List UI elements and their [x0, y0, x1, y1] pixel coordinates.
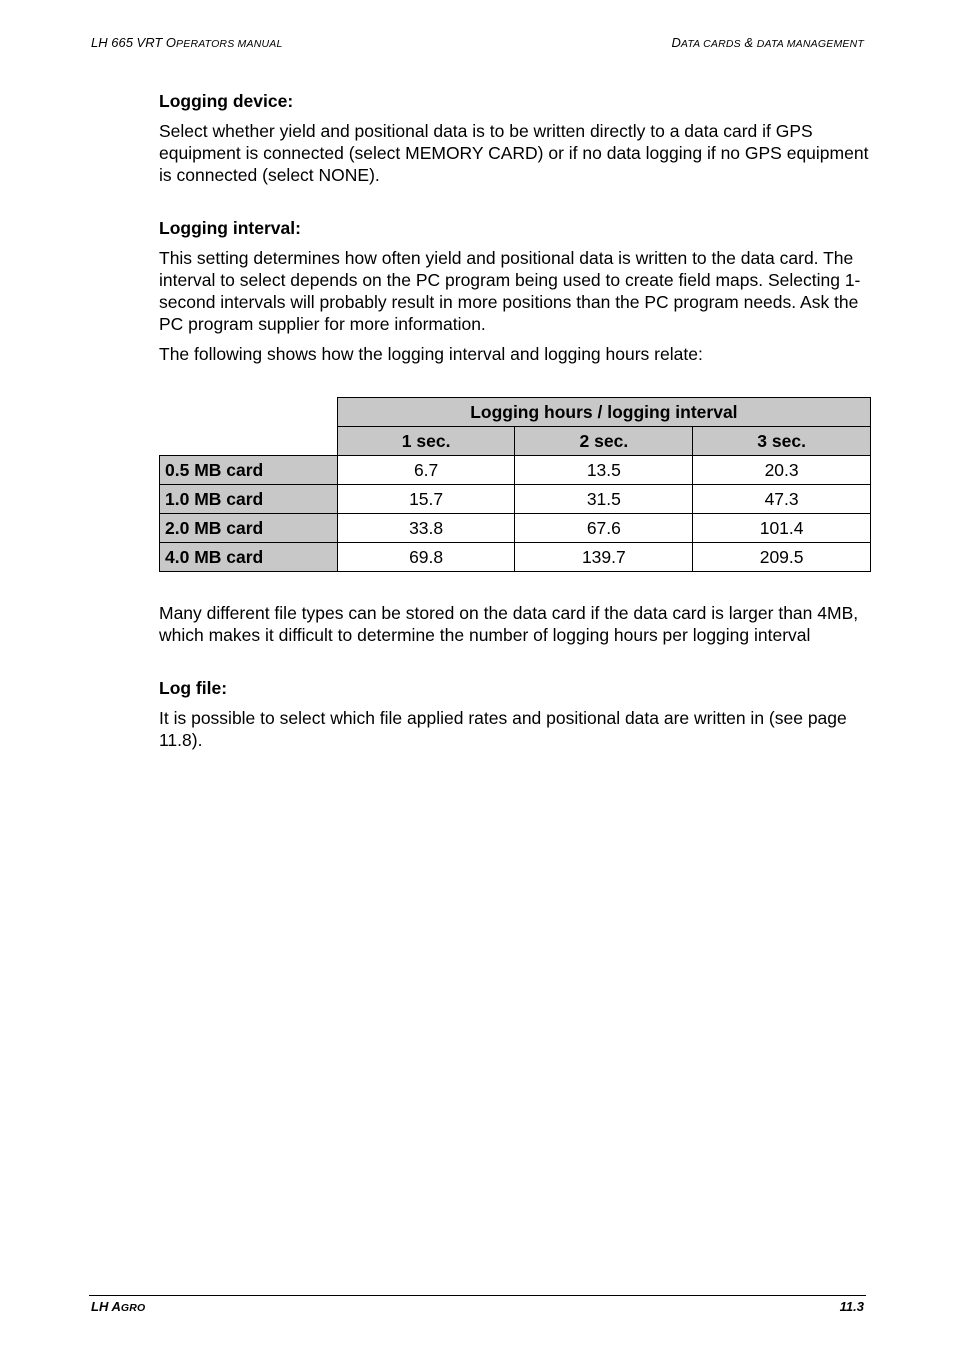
table-row-header: 4.0 MB card: [160, 543, 338, 572]
paragraph-log-file: It is possible to select which file applied rates and positional data are written in (see page 11.8).: [159, 708, 847, 750]
table-cell: 20.3: [693, 456, 871, 485]
table-corner-blank: [160, 398, 338, 427]
footer-page-number: 11.3: [839, 1299, 864, 1314]
table-cell: 101.4: [693, 514, 871, 543]
table-corner-blank: [160, 427, 338, 456]
paragraph-logging-device: Select whether yield and positional data is to be written directly to a data card if GPS equipment is connected (select MEMORY CARD) or if no data logging if no GPS equipment is connected (select NONE).: [159, 121, 869, 185]
table-row-header: 0.5 MB card: [160, 456, 338, 485]
header-manual-title: LH 665 VRT OPERATORS MANUAL: [91, 35, 283, 50]
table-row-header: 1.0 MB card: [160, 485, 338, 514]
logging-hours-table: [159, 397, 871, 572]
table-cell: 47.3: [693, 485, 871, 514]
header-chapter-title: DATA CARDS & DATA MANAGEMENT: [671, 35, 864, 50]
table-cell: 209.5: [693, 543, 871, 572]
table-row: [160, 485, 871, 514]
footer-company: LH AGRO: [91, 1299, 146, 1314]
table-cell: 6.7: [337, 456, 515, 485]
paragraph-logging-relation: The following shows how the logging interval and logging hours relate:: [159, 344, 703, 364]
table-row: [160, 543, 871, 572]
paragraph-file-types: Many different file types can be stored on the data card if the data card is larger than 4MB, which makes it difficult to determine the number of logging hours per logging interval: [159, 603, 859, 645]
paragraph-logging-interval: This setting determines how often yield and positional data is written to the data card. The interval to select depends on the PC program being used to create field maps. Selecting 1-second intervals will probably result in more positions than the PC program needs. Ask the PC program supplier for more information.: [159, 248, 861, 334]
table-row: [160, 456, 871, 485]
table-cell: 69.8: [337, 543, 515, 572]
table-cell: 31.5: [515, 485, 693, 514]
page-content: [159, 90, 871, 751]
table-cell: 139.7: [515, 543, 693, 572]
table-row: [160, 514, 871, 543]
table-group-header: Logging hours / logging interval: [337, 398, 870, 427]
table-row-header: 2.0 MB card: [160, 514, 338, 543]
table-cell: 67.6: [515, 514, 693, 543]
heading-logging-device: Logging device:: [159, 91, 294, 111]
footer-divider: [89, 1295, 866, 1296]
table-column-header: 3 sec.: [693, 427, 871, 456]
heading-log-file: Log file:: [159, 678, 228, 698]
table-cell: 33.8: [337, 514, 515, 543]
table-cell: 15.7: [337, 485, 515, 514]
table-column-header: 1 sec.: [337, 427, 515, 456]
heading-logging-interval: Logging interval:: [159, 218, 301, 238]
table-cell: 13.5: [515, 456, 693, 485]
table-column-header: 2 sec.: [515, 427, 693, 456]
